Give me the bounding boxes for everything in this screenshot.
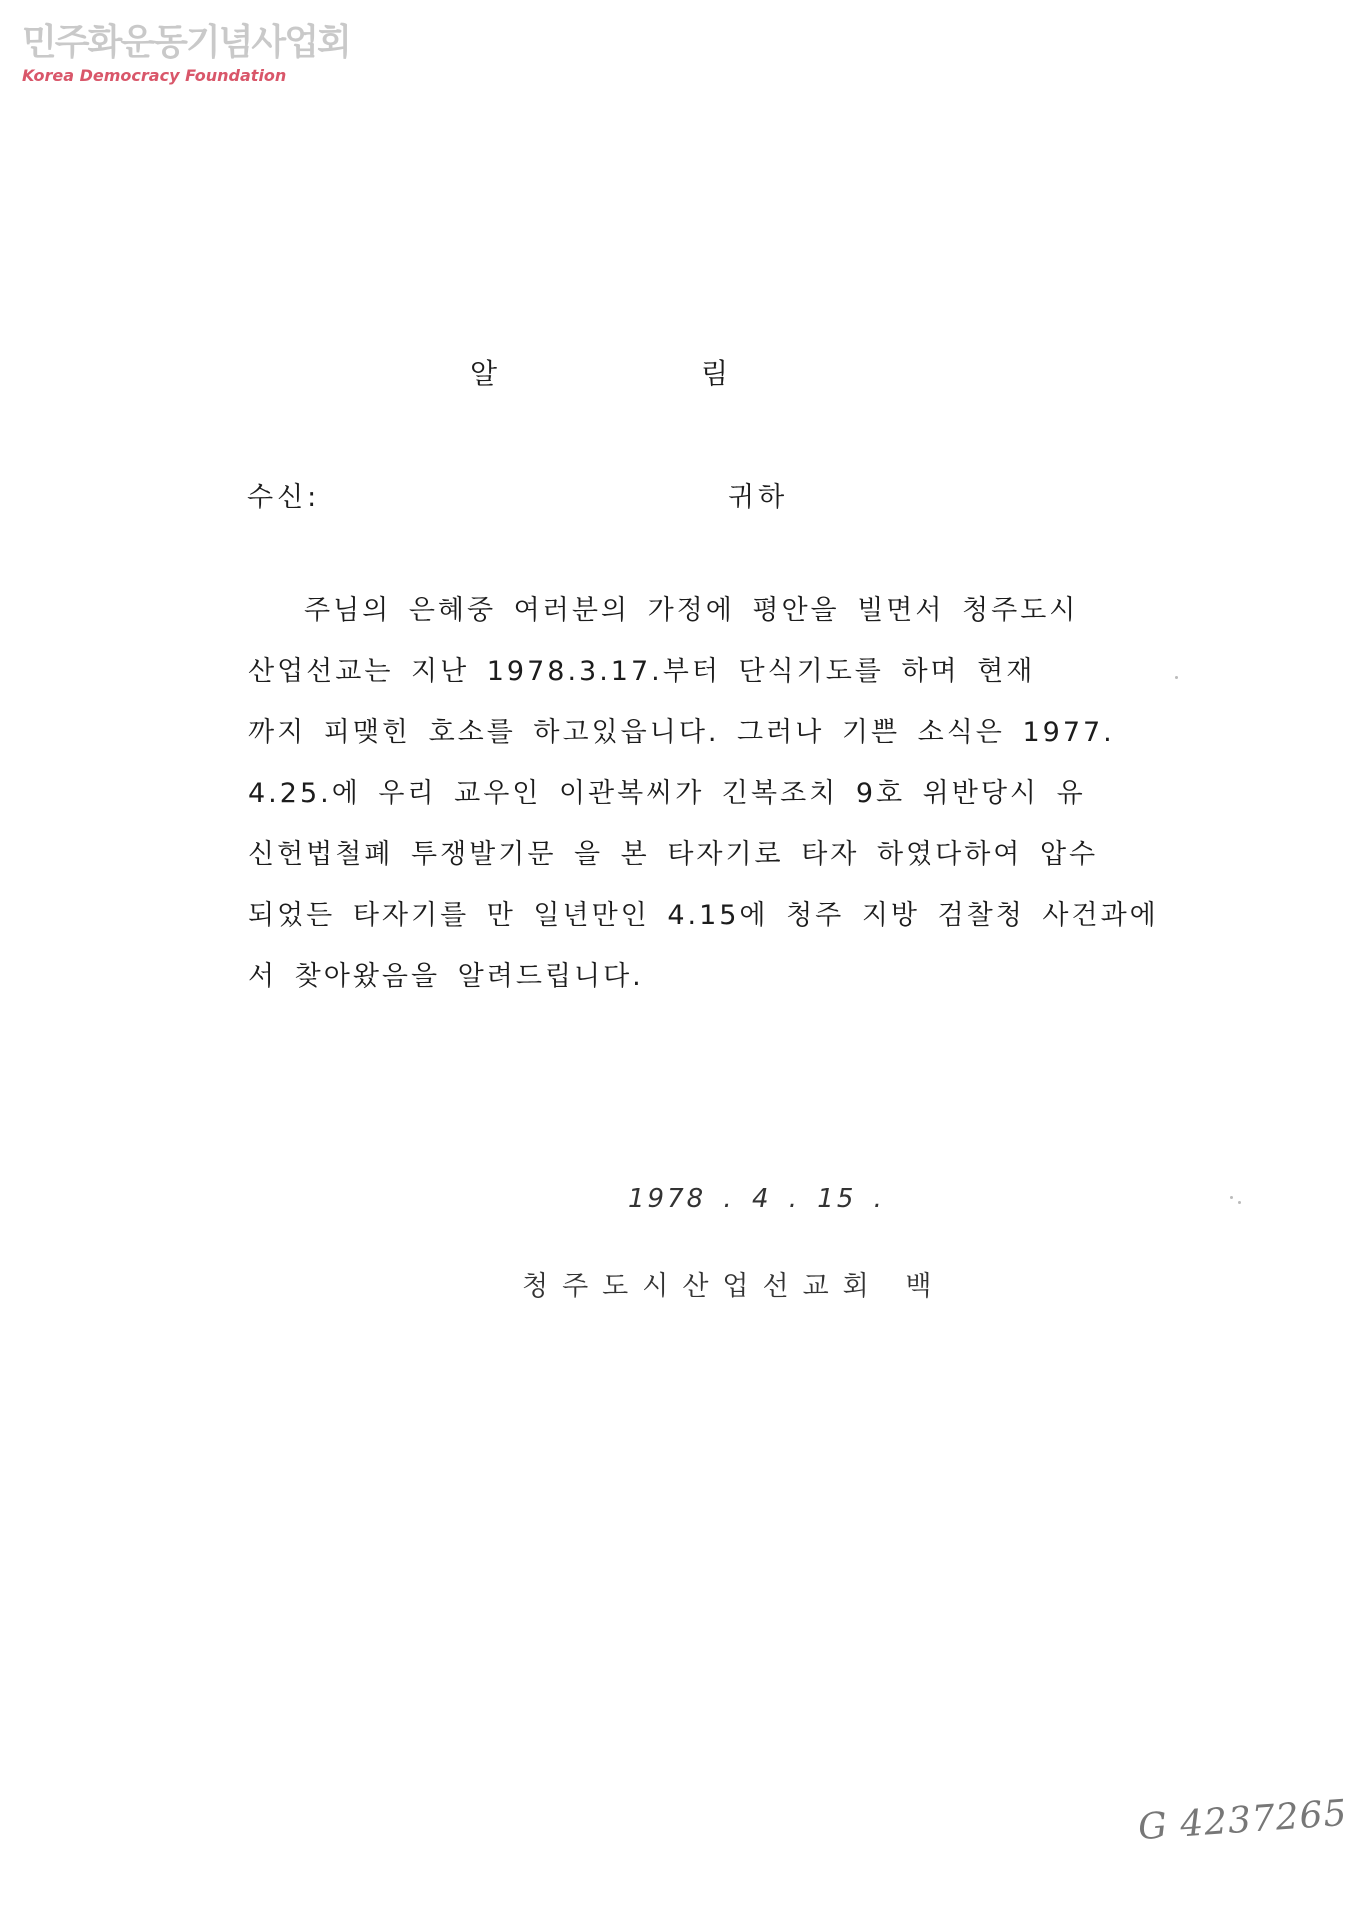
body-line: 산업선교는 지난 1978.3.17.부터 단식기도를 하며 현재: [248, 656, 1036, 687]
watermark-logo: [22, 22, 350, 86]
title-char-right: 림: [700, 357, 730, 390]
watermark-english: Korea Democracy Foundation: [22, 66, 287, 85]
scan-speck: [1238, 1201, 1241, 1204]
body-line: 신헌법철폐 투쟁발기문 을 본 타자기로 타자 하였다하여 압수: [248, 839, 1099, 870]
body-line: 주님의 은혜중 여러분의 가정에 평안을 빌면서 청주도시: [304, 595, 1079, 626]
letter-body: [248, 580, 1159, 1007]
body-line: 되었든 타자기를 만 일년만인 4.15에 청주 지방 검찰청 사건과에: [248, 900, 1159, 931]
recipient-label: 수신:: [247, 482, 321, 513]
body-line: 까지 피맺힌 호소를 하고있읍니다. 그러나 기쁜 소식은 1977.: [248, 717, 1115, 748]
body-line: 서 찾아왔음을 알려드립니다.: [248, 961, 644, 992]
recipient-honorific: 귀하: [728, 482, 789, 513]
watermark-korean: 민주화운동기념사업회: [22, 22, 350, 63]
title-char-left: 알: [470, 357, 500, 390]
scan-speck: [1230, 1196, 1233, 1199]
scan-speck: [1175, 676, 1178, 679]
document-title: [470, 352, 730, 392]
handwritten-note: G 4237265: [1136, 1792, 1349, 1849]
letter-date: 1978 . 4 . 15 .: [628, 1184, 885, 1214]
body-line: 4.25.에 우리 교우인 이관복씨가 긴복조치 9호 위반당시 유: [248, 778, 1086, 809]
letter-sender: 청주도시산업선교회 백: [522, 1271, 946, 1302]
